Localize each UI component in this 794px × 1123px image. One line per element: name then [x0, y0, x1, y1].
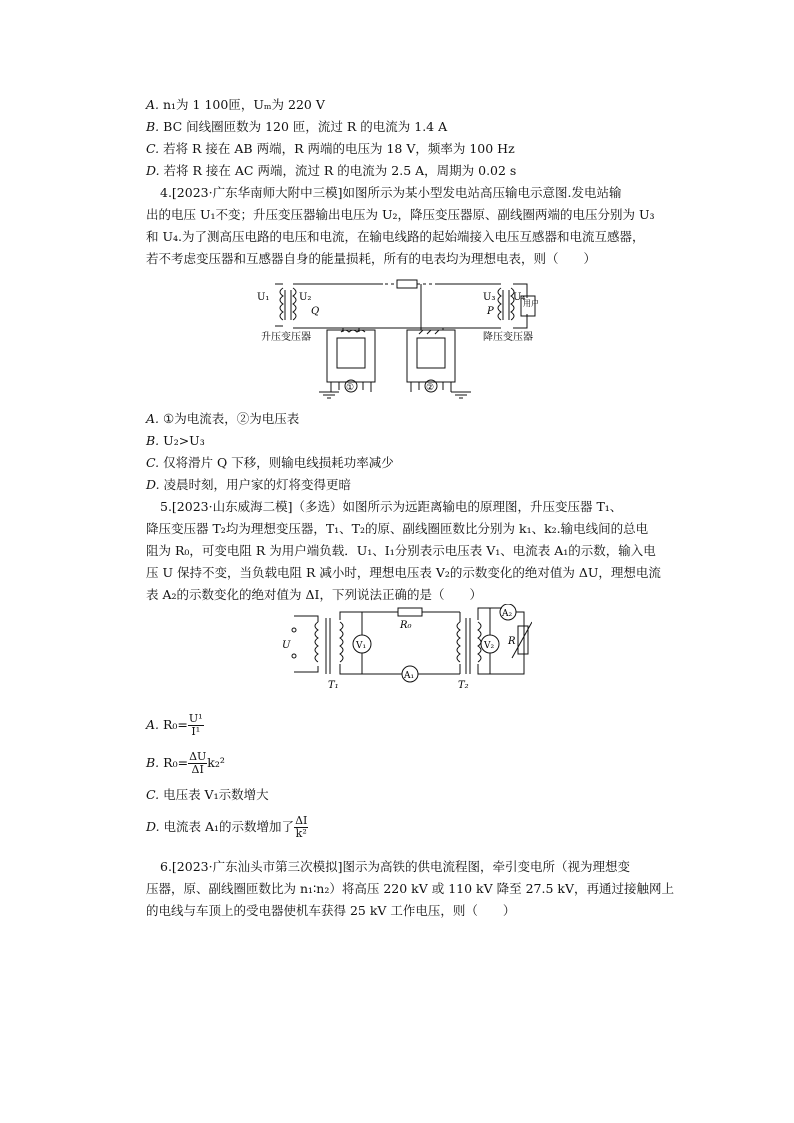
q4-stem-line-3: 和 U₄.为了测高压电路的电压和电流，在输电线路的起始端接入电压互感器和电流互感器， — [146, 229, 645, 244]
q5-option-b — [146, 748, 225, 778]
label-t2: T₂ — [458, 680, 469, 691]
option-label: D. — [146, 819, 160, 834]
label-meter-2: ② — [426, 383, 435, 393]
option-text: R₀= — [163, 717, 188, 732]
q5-stem-line-1: 5.[2023·山东威海二模]（多选）如图所示为远距离输电的原理图，升压变压器 T₁、 — [160, 499, 623, 514]
label-r0: R₀ — [400, 620, 412, 631]
option-text: BC 间线圈匝数为 120 匝，流过 R 的电流为 1.4 A — [163, 119, 448, 134]
q3-option-d — [146, 162, 516, 180]
option-label: A. — [146, 411, 160, 426]
q4-circuit-figure — [255, 270, 555, 400]
q3-option-c — [146, 140, 515, 158]
step-down-core — [503, 290, 509, 320]
q4-option-d — [146, 476, 351, 494]
label-v2: V₂ — [484, 641, 495, 651]
denominator: I¹ — [191, 725, 201, 738]
option-label: A. — [146, 97, 160, 112]
step-up-secondary-coil — [293, 288, 296, 320]
q5-stem-line-4: 压 U 保持不变，当负载电阻 R 减小时，理想电压表 V₂的示数变化的绝对值为 ΔU，理想电流 — [146, 565, 661, 580]
option-text: 电流表 A₁的示数增加了 — [163, 819, 295, 834]
q3-option-b — [146, 118, 447, 136]
t2-primary-coil — [457, 622, 460, 662]
q6-stem-line-2: 压器，原、副线圈匝数比为 n₁∶n₂）将高压 220 kV 或 110 kV 降至 27.5 kV，再通过接触网上 — [146, 881, 674, 896]
label-a2: A₂ — [502, 609, 513, 619]
numerator: ΔU — [189, 750, 207, 763]
option-label: C. — [146, 455, 160, 470]
option-text: n₁为 1 100匝，Uₘ为 220 V — [163, 97, 325, 112]
option-text: ①为电流表，②为电压表 — [163, 411, 300, 426]
q5-stem-line-3: 阻为 R₀，可变电阻 R 为用户端负载．U₁、I₁分别表示电压表 V₁、电流表 A₁的示数，输入电 — [146, 543, 656, 558]
label-v1: V₁ — [356, 641, 367, 651]
label-u1: U₁ — [257, 292, 270, 303]
variable-resistor-r — [518, 626, 528, 654]
label-step-up: 升压变压器 — [261, 332, 311, 343]
fraction — [188, 713, 204, 738]
label-meter-1: ① — [346, 383, 355, 393]
q4-stem-line-4: 若不考虑变压器和互感器自身的能量损耗，所有的电表均为理想电表，则（ ） — [146, 251, 597, 266]
t1-secondary-coil — [340, 622, 343, 662]
option-label: B. — [146, 433, 160, 448]
denominator: ΔI — [191, 763, 204, 776]
label-r: R — [508, 636, 516, 647]
denominator: k² — [295, 827, 307, 840]
label-t1: T₁ — [328, 680, 339, 691]
q4-option-a — [146, 410, 299, 428]
q5-option-d — [146, 812, 308, 842]
t2-core — [466, 618, 470, 674]
label-a1: A₁ — [404, 671, 415, 681]
option-label: C. — [146, 141, 160, 156]
q6-stem-line-3: 的电线与车顶上的受电器使机车获得 25 kV 工作电压，则（ ） — [146, 903, 516, 918]
label-q: Q — [311, 306, 320, 317]
label-p: P — [487, 306, 494, 317]
q4-stem-line-1: 4.[2023·广东华南师大附中三模]如图所示为某小型发电站高压输电示意图.发电站输 — [160, 185, 622, 200]
step-up-core — [285, 290, 291, 320]
option-label: D. — [146, 477, 160, 492]
option-text: 仅将滑片 Q 下移，则输电线损耗功率减少 — [163, 455, 394, 470]
q5-stem-line-2: 降压变压器 T₂均为理想变压器，T₁、T₂的原、副线圈匝数比分别为 k₁、k₂.输电线间的总电 — [146, 521, 649, 536]
line-resistor — [397, 280, 417, 288]
q4-stem-line-2: 出的电压 U₁不变；升压变压器输出电压为 U₂，降压变压器原、副线圈两端的电压分别为 U₃ — [146, 207, 655, 222]
t1-primary-coil — [315, 622, 318, 662]
option-label: D. — [146, 163, 160, 178]
option-text: R₀= — [163, 755, 189, 770]
option-label: C. — [146, 787, 160, 802]
q4-option-c — [146, 454, 394, 472]
fraction — [188, 751, 207, 776]
option-label: B. — [146, 755, 160, 770]
t1-core — [326, 618, 330, 674]
numerator: U¹ — [188, 712, 203, 725]
step-up-primary-coil — [280, 288, 283, 320]
option-label: A. — [146, 717, 160, 732]
label-u: U — [282, 640, 291, 651]
q4-option-b — [146, 432, 205, 450]
fraction — [294, 815, 308, 840]
option-text: 若将 R 接在 AB 两端，R 两端的电压为 18 V，频率为 100 Hz — [163, 141, 515, 156]
option-label: B. — [146, 119, 160, 134]
q5-circuit-figure — [282, 604, 532, 694]
label-u4: U₄ — [513, 292, 526, 303]
option-text: 凌晨时刻，用户家的灯将变得更暗 — [163, 477, 352, 492]
numerator: ΔI — [295, 814, 308, 827]
label-user: 用户 — [523, 299, 539, 308]
q5-option-a — [146, 710, 204, 740]
label-u3: U₃ — [483, 292, 496, 303]
option-text: 若将 R 接在 AC 两端，流过 R 的电流为 2.5 A，周期为 0.02 s — [163, 163, 517, 178]
option-text: 电压表 V₁示数增大 — [163, 787, 269, 802]
resistor-r0 — [398, 608, 422, 616]
q5-stem-line-5: 表 A₂的示数变化的绝对值为 ΔI，下列说法正确的是（ ） — [146, 587, 482, 602]
option-text: U₂>U₃ — [163, 433, 205, 448]
label-step-down: 降压变压器 — [483, 332, 533, 343]
option-text-suffix: k₂² — [207, 755, 225, 770]
q6-stem-line-1: 6.[2023·广东汕头市第三次模拟]图示为高铁的供电流程图，牵引变电所（视为理想变 — [160, 859, 630, 874]
q3-option-a — [146, 96, 325, 114]
q5-option-c — [146, 786, 269, 804]
t2-secondary-coil — [478, 622, 481, 662]
label-u2: U₂ — [299, 292, 312, 303]
